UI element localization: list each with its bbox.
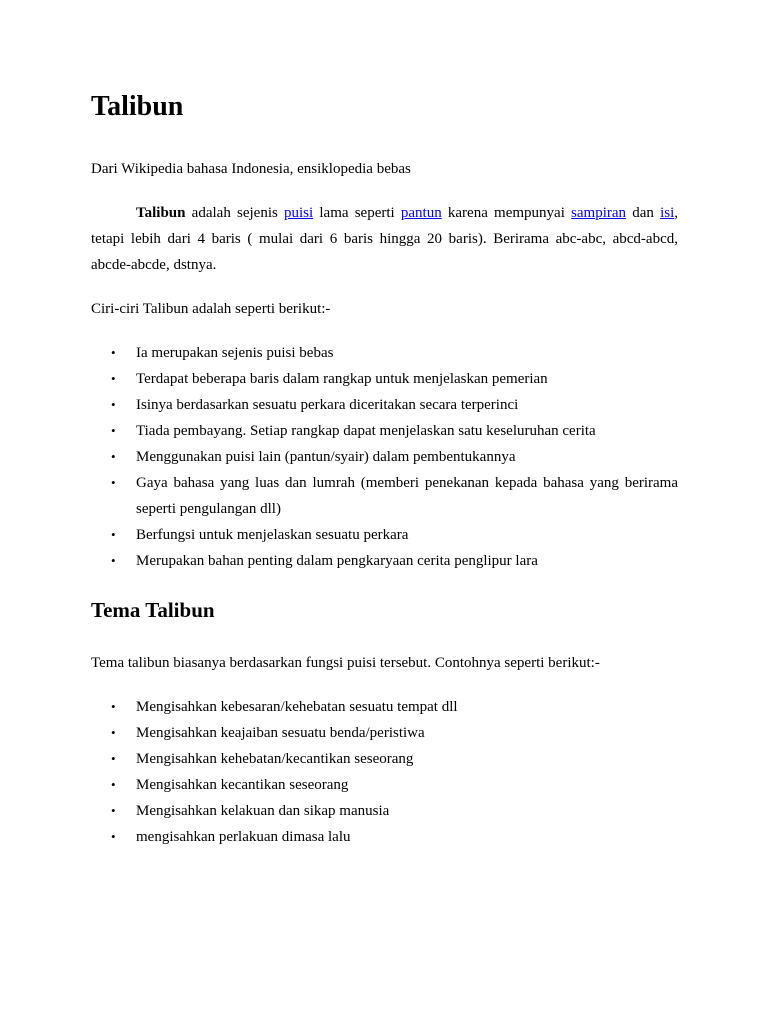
tema-list [91,694,678,850]
section-heading-tema: Tema Talibun [91,598,215,622]
intro-text-2: lama seperti [313,205,401,221]
list-item: • mengisahkan perlakuan dimasa lalu [91,824,678,850]
intro-paragraph [91,200,678,278]
link-isi[interactable]: isi [660,205,675,221]
intro-text-5: , tetapi lebih dari 4 baris ( mulai dari 6 baris hingga 20 baris). Berirama abc-abc, abcd-abcd, abcde-abcde, dstnya. [91,205,678,273]
list-item: • Merupakan bahan penting dalam pengkaryaan cerita penglipur lara [91,548,678,574]
list-item: • Ia merupakan sejenis puisi bebas [91,340,678,366]
intro-term: Talibun [136,205,186,221]
list-item: • Terdapat beberapa baris dalam rangkap untuk menjelaskan pemerian [91,366,678,392]
article-body [91,88,678,850]
link-puisi[interactable]: puisi [284,205,314,221]
tema-intro: Tema talibun biasanya berdasarkan fungsi puisi tersebut. Contohnya seperti berikut:- [91,655,600,671]
intro-text-3: karena mempunyai [441,205,572,221]
list-item: • Tiada pembayang. Setiap rangkap dapat menjelaskan satu keseluruhan cerita [91,418,678,444]
list-item: • Mengisahkan kehebatan/kecantikan seseorang [91,746,678,772]
intro-text-4: dan [626,205,661,221]
link-pantun[interactable]: pantun [400,205,442,221]
intro-text-1: adalah sejenis [185,205,285,221]
list-item: • Mengisahkan keajaiban sesuatu benda/peristiwa [91,720,678,746]
list-item: • Mengisahkan kebesaran/kehebatan sesuatu tempat dll [91,694,678,720]
list-item: • Mengisahkan kecantikan seseorang [91,772,678,798]
ciri-list [91,340,678,574]
list-item: • Mengisahkan kelakuan dan sikap manusia [91,798,678,824]
link-sampiran[interactable]: sampiran [571,205,627,221]
list-item: • Berfungsi untuk menjelaskan sesuatu perkara [91,522,678,548]
list-item: • Gaya bahasa yang luas dan lumrah (memberi penekanan kepada bahasa yang berirama seperti pengulangan dll) [91,470,678,522]
page-title: Talibun [91,91,184,122]
ciri-intro: Ciri-ciri Talibun adalah seperti berikut:- [91,301,331,317]
article-subtitle: Dari Wikipedia bahasa Indonesia, ensiklopedia bebas [91,161,411,177]
list-item: • Menggunakan puisi lain (pantun/syair) dalam pembentukannya [91,444,678,470]
list-item: • Isinya berdasarkan sesuatu perkara diceritakan secara terperinci [91,392,678,418]
